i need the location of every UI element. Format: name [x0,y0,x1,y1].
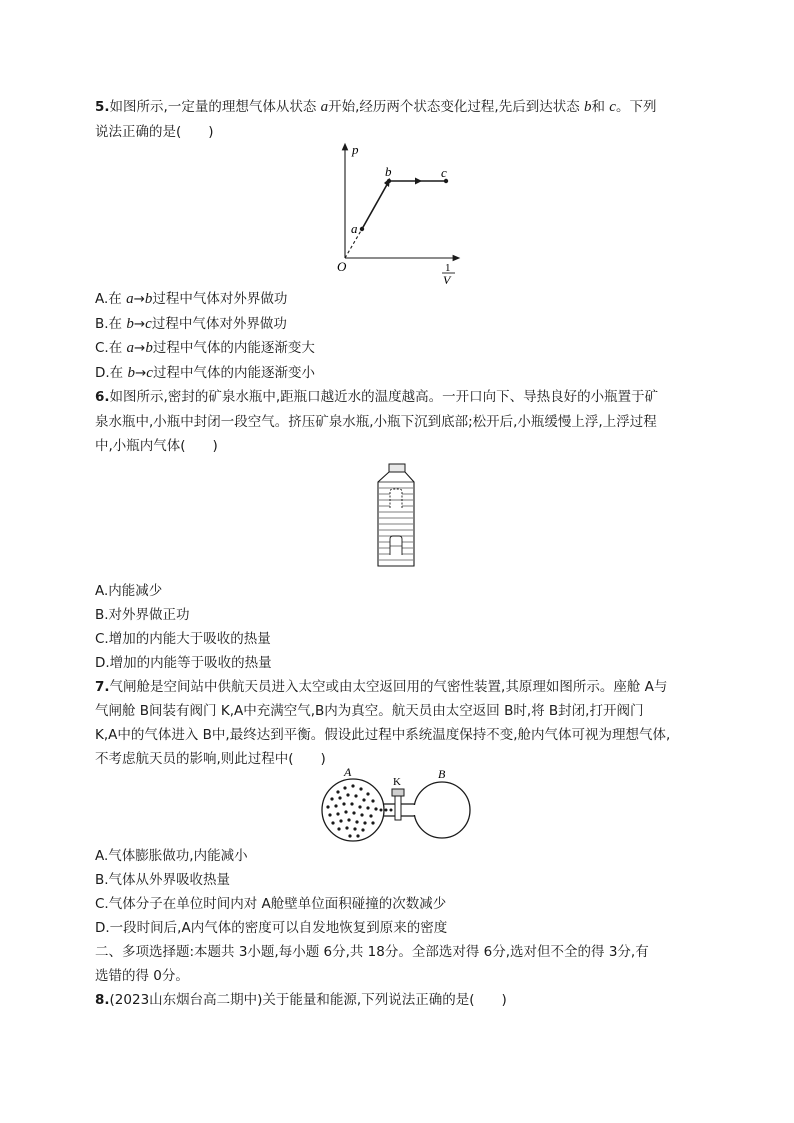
label-point-a: a [351,221,358,236]
q6-option-b: B.对外界做正功 [95,607,190,623]
label-chamber-b: B [438,767,446,781]
label-point-b: b [385,164,392,179]
point-a [360,227,364,231]
section2-line2: 选错的得 0分。 [95,968,189,984]
q5-option-c: C.在 a→b过程中气体的内能逐渐变大 [95,340,315,356]
q5-option-d: D.在 b→c过程中气体的内能逐渐变小 [95,365,315,381]
q7-option-c: C.气体分子在单位时间内对 A舱壁单位面积碰撞的次数减少 [95,896,447,912]
q7-number: 7. [95,679,110,695]
q6-stem-line3: 中,小瓶内气体( ) [95,438,218,454]
bottle-cap [389,464,405,472]
q7-option-d: D.一段时间后,A内气体的密度可以自发地恢复到原来的密度 [95,920,448,936]
label-p: p [352,142,359,157]
q7-airlock-figure [318,766,476,844]
q5-option-b: B.在 b→c过程中气体对外界做功 [95,316,287,332]
q6-option-c: C.增加的内能大于吸收的热量 [95,631,271,647]
q7-option-a: A.气体膨胀做功,内能减小 [95,848,248,864]
q7-stem-line2: 气闸舱 B间装有阀门 K,A中充满空气,B内为真空。航天员由太空返回 B时,将 B封闭,打开阀门 [95,703,644,719]
small-vial-lower [390,536,402,555]
label-point-c: c [441,165,447,180]
q7-option-b: B.气体从外界吸收热量 [95,872,231,888]
section2-line1: 二、多项选择题:本题共 3小题,每小题 6分,共 18分。全部选对得 6分,选对但不全的得 3分,有 [95,944,649,960]
q7-stem-line3: K,A中的气体进入 B中,最终达到平衡。假设此过程中系统温度保持不变,舱内气体可视为理想气体, [95,727,671,743]
q6-option-a: A.内能减少 [95,583,163,599]
valve-k [392,789,404,796]
arrow-bc [415,178,422,185]
q8-number: 8. [95,992,110,1008]
q5-pv-graph [335,140,470,285]
q5-number: 5. [95,99,110,115]
q6-number: 6. [95,389,110,405]
small-vial-upper [390,489,402,508]
q6-stem-line1: 6.如图所示,密封的矿泉水瓶中,距瓶口越近水的温度越高。一开口向下、导热良好的小瓶置于矿 [95,389,659,405]
q6-stem-line2: 泉水瓶中,小瓶中封闭一段空气。挤压矿泉水瓶,小瓶下沉到底部;松开后,小瓶缓慢上浮,上浮过程 [95,414,657,430]
q8-stem: 8.(2023山东烟台高二期中)关于能量和能源,下列说法正确的是( ) [95,992,507,1008]
point-b [387,179,391,183]
chamber-b [414,782,470,838]
q6-option-d: D.增加的内能等于吸收的热量 [95,655,272,671]
label-valve-k: K [393,776,401,788]
label-x-num: 1 [445,262,451,274]
q7-stem-line1: 7.气闸舱是空间站中供航天员进入太空或由太空返回用的气密性装置,其原理如图所示。座舱 A与 [95,679,668,695]
label-x-den: V [443,273,451,285]
q5-option-a: A.在 a→b过程中气体对外界做功 [95,291,288,307]
chamber-a [322,779,384,841]
q7-stem-line4: 不考虑航天员的影响,则此过程中( ) [95,751,326,767]
q5-stem-line2: 说法正确的是( ) [95,124,214,140]
q5-stem-line1: 5.如图所示,一定量的理想气体从状态 a开始,经历两个状态变化过程,先后到达状态 b和 c。下列 [95,99,657,115]
label-origin: O [337,259,347,274]
valve-stem [395,796,401,820]
process-ab [362,181,389,229]
q6-bottle-figure [368,462,426,570]
label-chamber-a: A [344,766,352,779]
